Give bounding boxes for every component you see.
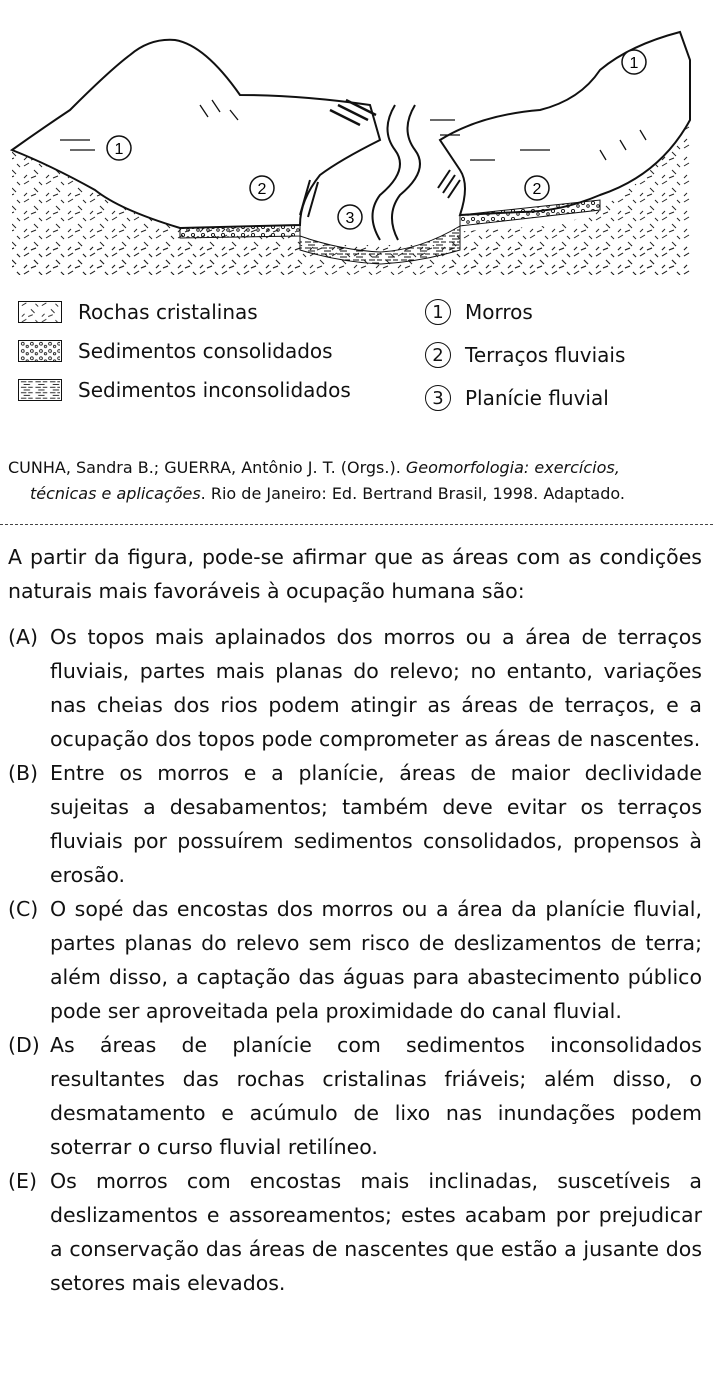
number-badge: 1 [425,299,451,325]
crystalline-rock-swatch [18,301,62,323]
legend-label: Rochas cristalinas [78,300,258,324]
label-marker [250,176,274,200]
legend-label: Planície fluvial [465,386,609,410]
citation-publisher: . Rio de Janeiro: Ed. Bertrand Brasil, 1998. Adaptado. [200,484,625,503]
label-marker [107,136,131,160]
source-citation [8,455,708,507]
number-badge: 2 [425,342,451,368]
legend-item-morros [425,299,533,325]
legend-item-unconsolidated [18,378,351,402]
label-marker [525,176,549,200]
relief-block-diagram [0,0,713,290]
legend-item-crystalline [18,300,258,324]
option-b[interactable] [8,756,702,892]
legend-label: Terraços fluviais [465,343,626,367]
citation-authors: CUNHA, Sandra B.; GUERRA, Antônio J. T. (Orgs.). [8,458,406,477]
option-d[interactable] [8,1028,702,1164]
svg-text:3: 3 [345,210,355,227]
svg-text:1: 1 [114,141,124,158]
option-text: Os topos mais aplainados dos morros ou a área de terraços fluviais, partes mais planas do relevo; no entanto, variações nas cheias dos rios podem atingir as áreas de terraços, e a ocupação dos topos pode comprometer as áreas de nascentes. [50,625,702,751]
svg-text:1: 1 [629,55,639,72]
legend-label: Sedimentos inconsolidados [78,378,351,402]
legend-item-planicie [425,385,609,411]
option-text: As áreas de planície com sedimentos inconsolidados resultantes das rochas cristalinas friáveis; além disso, o desmatamento e acúmulo de lixo nas inundações podem soterrar o curso fluvial retilíneo. [50,1033,702,1159]
legend-item-terracos [425,342,625,368]
dashed-divider [0,524,713,525]
number-badge: 3 [425,385,451,411]
label-marker [622,50,646,74]
option-text: Os morros com encostas mais inclinadas, suscetíveis a deslizamentos e assoreamentos; estes acabam por prejudicar a conservação das áreas de nascentes que estão a jusante dos setores mais elevados. [50,1169,702,1295]
citation-title-cont: técnicas e aplicações [30,484,201,503]
question-stem: A partir da figura, pode-se afirmar que as áreas com as condições naturais mais favoráveis à ocupação humana são: [8,545,702,603]
legend-label: Sedimentos consolidados [78,339,333,363]
legend-label: Morros [465,300,533,324]
option-a[interactable] [8,620,702,756]
option-c[interactable] [8,892,702,1028]
consolidated-sediment-swatch [18,340,62,362]
option-text: Entre os morros e a planície, áreas de maior declividade sujeitas a desabamentos; também deve evitar os terraços fluviais por possuírem sedimentos consolidados, propensos à erosão. [50,761,702,887]
answer-options [8,620,702,1300]
option-letter: (E) [8,1169,37,1193]
legend-item-consolidated [18,339,333,363]
svg-text:2: 2 [532,181,542,198]
svg-text:2: 2 [257,181,267,198]
option-e[interactable] [8,1164,702,1300]
option-letter: (C) [8,897,39,921]
option-letter: (D) [8,1033,40,1057]
option-letter: (A) [8,625,39,649]
option-text: O sopé das encostas dos morros ou a área da planície fluvial, partes planas do relevo sem risco de deslizamentos de terra; além disso, a captação das águas para abastecimento público pode ser aproveitada pela proximidade do canal fluvial. [50,897,702,1023]
unconsolidated-sediment-swatch [18,379,62,401]
citation-title: Geomorfologia: exercícios, [405,458,620,477]
option-letter: (B) [8,761,39,785]
label-marker [338,205,362,229]
